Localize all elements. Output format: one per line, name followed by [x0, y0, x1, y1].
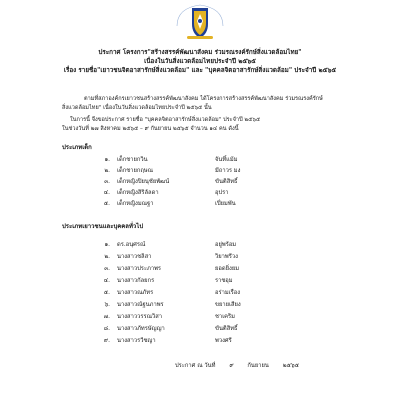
list-number: ๕. — [103, 201, 110, 207]
list-number: ๓. — [104, 179, 110, 185]
person-surname: ชาเคริม — [215, 314, 235, 320]
announcement-subject: เรื่อง รายชื่อ"เยาวชนจิตอาสารักษ์สิ่งแวดล้อม" และ "บุคคลจิตอาสารักษ์สิ่งแวดล้อม" ประจำปี ๒๕๖๕ — [63, 67, 337, 74]
date-prefix: ประกาศ ณ วันที่ — [175, 363, 216, 369]
category-adults-heading: ประเภทเยาวชนและบุคคลทั่วไป — [62, 223, 144, 230]
list-number: ๑. — [104, 242, 110, 248]
person-surname: ยอดยิ่งยม — [215, 266, 240, 272]
person-surname: เปี่ยมพัน — [215, 201, 236, 207]
person-name: เด็กหญิงปิยนุชัยพัฒน์ — [117, 179, 170, 185]
person-surname: ขันติสิทธิ์ — [215, 179, 238, 185]
list-number: ๗. — [103, 314, 110, 320]
announcement-title: ประกาศ โครงการ"สร้างสรรค์พัฒนาสังคม ร่วมรณรงค์รักษ์สิ่งแวดล้อมไทย" — [98, 49, 302, 56]
list-number: ๕. — [103, 290, 110, 296]
person-name: นางสาวณัฐนภาพร — [117, 302, 164, 308]
person-name: เด็กหญิงมณฐา — [117, 201, 154, 207]
list-number: ๔. — [103, 190, 110, 196]
person-name: นางสาวประภาพร — [117, 266, 162, 272]
person-name: เด็กหญิงสิริลัลดา — [117, 190, 159, 196]
person-name: ดร.อนุศรณ์ — [117, 242, 146, 248]
announcement-date — [175, 360, 311, 370]
list-number: ๖. — [104, 302, 110, 308]
person-surname: อร่ามเรือง — [215, 290, 241, 296]
person-surname: วิยาพรีวง — [215, 254, 238, 260]
person-surname: ขันติสิทธิ์ — [215, 326, 238, 332]
person-surname: อยู่พร้อม — [215, 242, 237, 248]
list-number: ๔. — [103, 278, 110, 284]
intro-line: สิ่งแวดล้อมไทย" เนื่องในวันสิ่งแวดล้อมไทยประจำปี ๒๕๖๕ นั้น — [62, 104, 212, 111]
list-number: ๒. — [104, 168, 110, 174]
list-number: ๓. — [104, 266, 110, 272]
list-number: ๑. — [104, 157, 110, 163]
person-surname: ราชอุม — [215, 278, 233, 284]
list-number: ๘. — [103, 326, 110, 332]
person-name: นางสาวกัลยกร — [117, 278, 155, 284]
person-surname: ขยายเสียง — [215, 302, 241, 308]
person-name: เด็กชายกฤษณ — [117, 168, 154, 174]
intro-paragraph-1 — [62, 95, 362, 112]
person-name: นางสาวชลิสา — [117, 254, 152, 260]
person-surname: จันทิ์แม้ม — [215, 157, 238, 163]
category-children-heading: ประเภทเด็ก — [62, 144, 92, 151]
intro-paragraph-2 — [62, 116, 362, 133]
person-name: เด็กชายกวิน — [117, 157, 148, 163]
announcement-occasion: เนื่องในวันสิ่งแวดล้อมไทยประจำปี ๒๕๖๕ — [144, 58, 256, 65]
intro-line: ตามที่สภาองค์กรเยาวชนสร้างสรรค์พัฒนาสังคม ได้โครงการสร้างสรรค์พัฒนาสังคม ร่วมรณรงค์รักษ์ — [84, 96, 323, 102]
intro-line: ในการนี้ จึงขอประกาศ รายชื่อ "บุคคลจิตอาสารักษ์สิ่งแวดล้อม" ประจำปี ๒๕๖๕ — [70, 117, 261, 123]
person-name: นางสาวณภัทร — [117, 290, 154, 296]
person-surname: อุปรา — [215, 190, 229, 196]
date-day: ๙ — [229, 363, 234, 369]
person-name: นางสาวภัทรษัญญา — [117, 326, 165, 332]
person-surname: มีถาวร มง — [215, 168, 241, 174]
date-year: ๒๕๖๕ — [282, 363, 300, 369]
person-name: นางสาวรวีชญา — [117, 338, 156, 344]
list-number: ๙. — [103, 338, 110, 344]
organization-emblem-icon — [173, 2, 227, 42]
intro-line: ในช่วงวันที่ ๒๗ สิงหาคม ๒๕๖๕ – ๙ กันยายน ๒๕๖๕ จำนวน ๑๔ คน ดังนี้ — [62, 125, 239, 132]
person-surname: พวงศรี — [215, 338, 232, 344]
date-month: กันยายน — [247, 363, 269, 369]
list-number: ๒. — [104, 254, 110, 260]
person-name: นางสาววรรณวิสา — [117, 314, 163, 320]
